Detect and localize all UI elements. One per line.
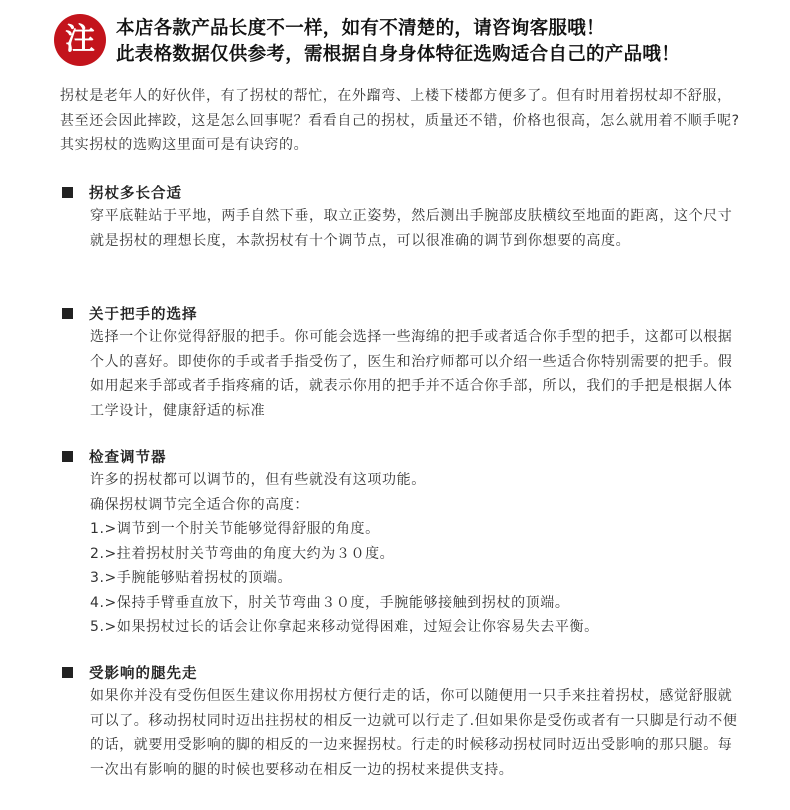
notice-badge-icon: 注 bbox=[54, 14, 106, 66]
section-title: 关于把手的选择 bbox=[89, 306, 198, 323]
section-title: 受影响的腿先走 bbox=[89, 665, 198, 682]
square-bullet-icon bbox=[62, 187, 73, 198]
notice-line-2: 此表格数据仅供参考，需根据自身身体特征选购适合自己的产品哦！ bbox=[116, 44, 681, 65]
paragraph: 如果你并没有受伤但医生建议你用拐杖方便行走的话，你可以随便用一只手来拄着拐杖，感觉舒服就可以了。移动拐杖同时迈出拄拐杖的相反一边就可以行走了.但如果你是受伤或者有一只脚是行动不便的话，就要用受影响的脚的相反的一边来握拐杖。行走的时候移动拐杖同时迈出受影响的那只腿。每一次出有影响的腿的时候也要移动在相反一边的拐杖来提供支持。 bbox=[90, 688, 738, 778]
section-body bbox=[60, 684, 740, 782]
section-heading bbox=[60, 444, 740, 468]
section-title: 拐杖多长合适 bbox=[89, 185, 182, 202]
section-cane-length bbox=[60, 180, 740, 253]
paragraph: 许多的拐杖都可以调节的，但有些就没有这项功能。 bbox=[90, 472, 426, 488]
paragraph: 选择一个让你觉得舒服的把手。你可能会选择一些海绵的把手或者适合你手型的把手，这都可以根据个人的喜好。即使你的手或者手指受伤了，医生和治疗师都可以介绍一些适合你特别需要的把手。假如用起来手部或者手指疼痛的话，就表示你用的把手并不适合你手部，所以，我们的手把是根据人体工学设计，健康舒适的标准 bbox=[90, 329, 733, 419]
list-item: 4.>保持手臂垂直放下，肘关节弯曲３０度，手腕能够接触到拐杖的顶端。 bbox=[90, 594, 570, 611]
paragraph: 穿平底鞋站于平地，两手自然下垂，取立正姿势，然后测出手腕部皮肤横纹至地面的距离，这个尺寸就是拐杖的理想长度，本款拐杖有十个调节点，可以很准确的调节到你想要的高度。 bbox=[90, 208, 733, 249]
intro-paragraph: 拐杖是老年人的好伙伴，有了拐杖的帮忙，在外蹓弯、上楼下楼都方便多了。但有时用着拐杖却不舒服，甚至还会因此摔跤，这是怎么回事呢？看看自己的拐杖，质量还不错，价格也很高，怎么就用着不顺手呢?其实拐杖的选购这里面可是有诀窍的。 bbox=[60, 88, 740, 153]
section-heading bbox=[60, 180, 740, 204]
list-item: 5.>如果拐杖过长的话会让你拿起来移动觉得困难，过短会让你容易失去平衡。 bbox=[90, 619, 599, 635]
list-item: 3.>手腕能够贴着拐杖的顶端。 bbox=[90, 570, 293, 586]
section-handle-choice bbox=[60, 301, 740, 423]
section-heading bbox=[60, 660, 740, 684]
section-check-adjuster bbox=[60, 444, 740, 640]
section-affected-leg bbox=[60, 660, 740, 782]
notice-text bbox=[116, 16, 756, 68]
section-body bbox=[60, 325, 740, 423]
list-item: 2.>拄着拐杖肘关节弯曲的角度大约为３０度。 bbox=[90, 545, 395, 562]
section-title: 检查调节器 bbox=[89, 449, 167, 466]
section-heading bbox=[60, 301, 740, 325]
section-body bbox=[60, 204, 740, 253]
section-body bbox=[60, 468, 740, 640]
square-bullet-icon bbox=[62, 308, 73, 319]
square-bullet-icon bbox=[62, 667, 73, 678]
list-item: 1.>调节到一个肘关节能够觉得舒服的角度。 bbox=[90, 521, 380, 537]
paragraph: 确保拐杖调节完全适合你的高度： bbox=[90, 496, 309, 513]
square-bullet-icon bbox=[62, 451, 73, 462]
notice-line-1: 本店各款产品长度不一样，如有不清楚的，请咨询客服哦！ bbox=[116, 18, 605, 39]
